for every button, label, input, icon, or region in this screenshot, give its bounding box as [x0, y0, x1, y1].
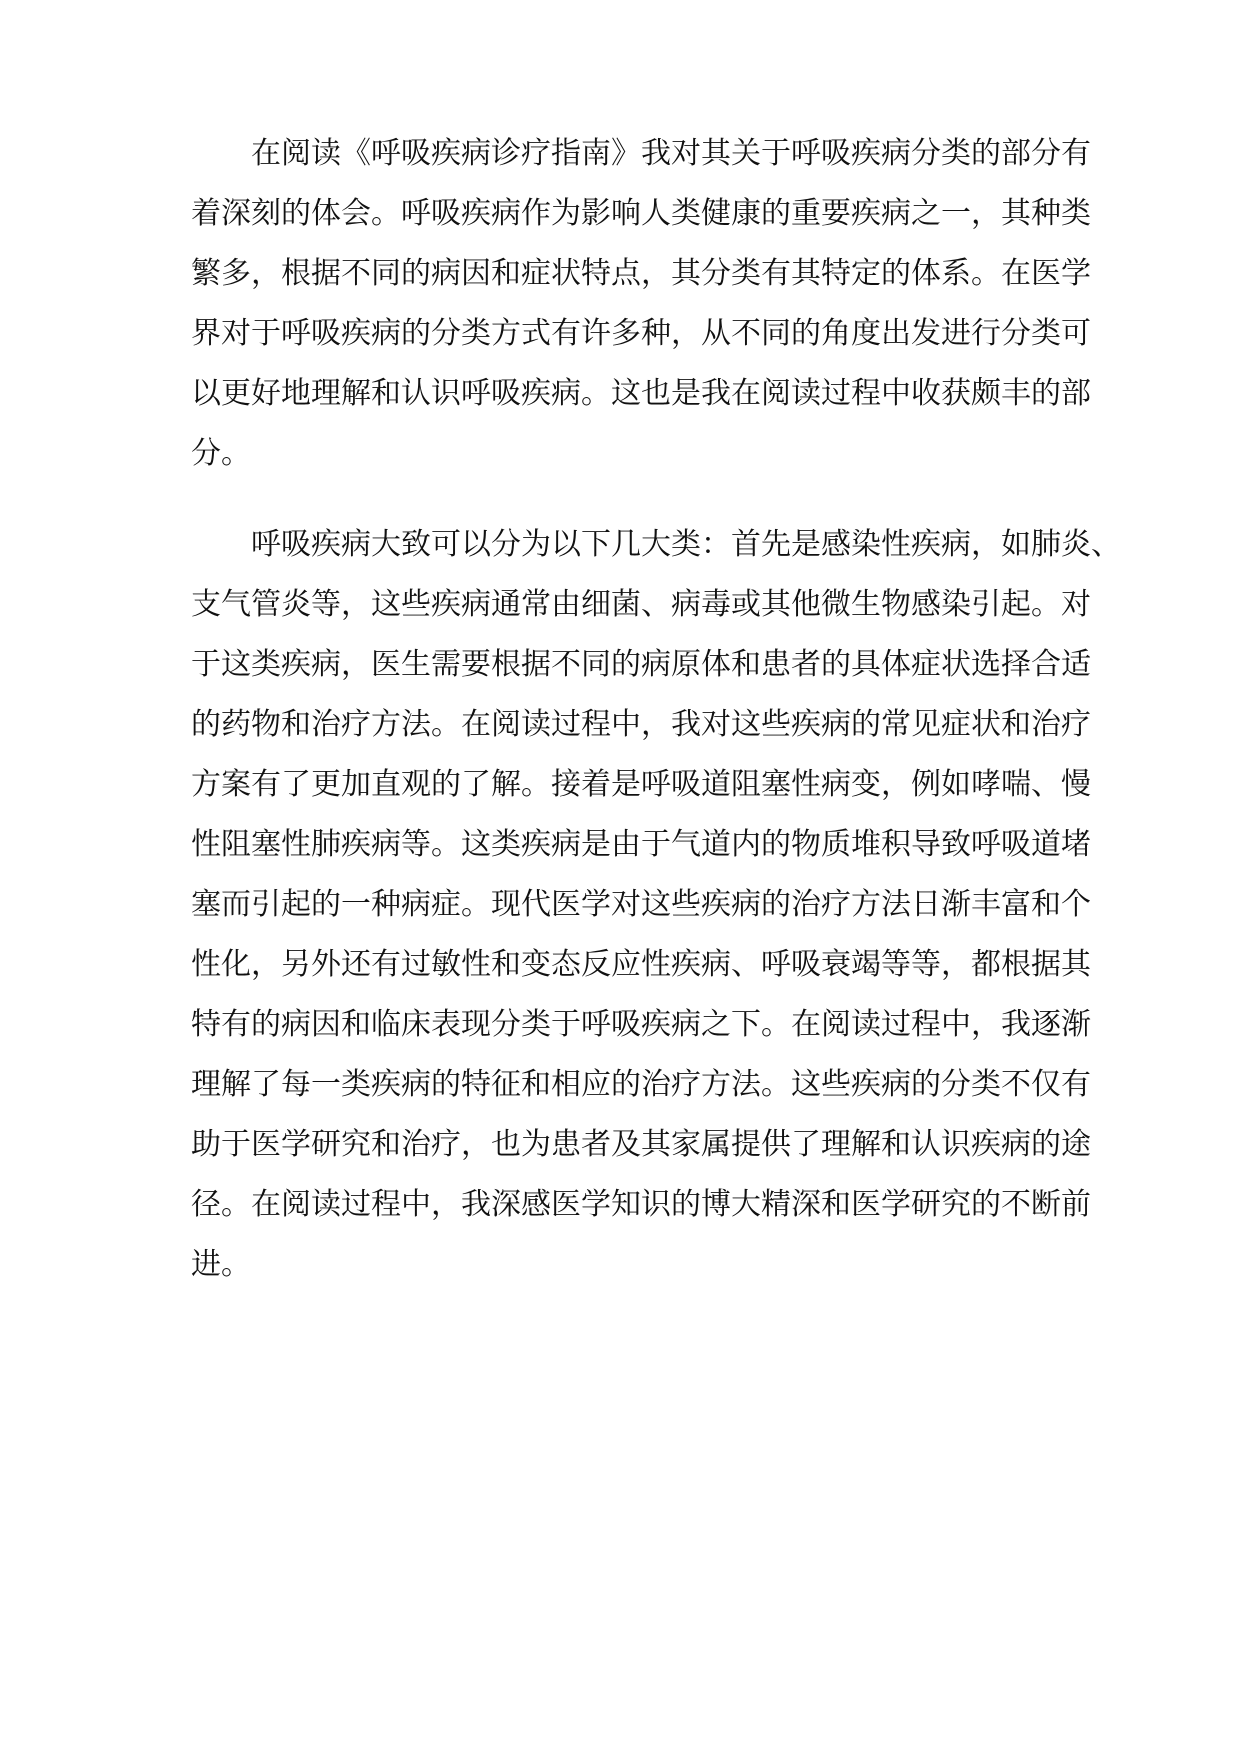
paragraph-line: 呼吸疾病大致可以分为以下几大类：首先是感染性疾病，如肺炎、	[251, 527, 1121, 562]
paragraph-line: 性化，另外还有过敏性和变态反应性疾病、呼吸衰竭等等，都根据其	[191, 947, 1091, 982]
paragraph-line: 在阅读《呼吸疾病诊疗指南》我对其关于呼吸疾病分类的部分有	[251, 136, 1091, 171]
paragraph-line: 着深刻的体会。呼吸疾病作为影响人类健康的重要疾病之一，其种类	[191, 196, 1091, 231]
paragraph-line: 繁多，根据不同的病因和症状特点，其分类有其特定的体系。在医学	[191, 256, 1091, 291]
paragraph-line: 进。	[191, 1247, 251, 1282]
paragraph-line: 理解了每一类疾病的特征和相应的治疗方法。这些疾病的分类不仅有	[191, 1067, 1091, 1102]
paragraph-line: 的药物和治疗方法。在阅读过程中，我对这些疾病的常见症状和治疗	[191, 707, 1091, 742]
paragraph-line: 方案有了更加直观的了解。接着是呼吸道阻塞性病变，例如哮喘、慢	[191, 767, 1091, 802]
paragraph-line: 以更好地理解和认识呼吸疾病。这也是我在阅读过程中收获颇丰的部	[191, 376, 1091, 411]
paragraph-line: 助于医学研究和治疗，也为患者及其家属提供了理解和认识疾病的途	[191, 1127, 1091, 1162]
paragraph-line: 性阻塞性肺疾病等。这类疾病是由于气道内的物质堆积导致呼吸道堵	[191, 827, 1091, 862]
paragraph-line: 分。	[191, 436, 251, 471]
paragraph-line: 特有的病因和临床表现分类于呼吸疾病之下。在阅读过程中，我逐渐	[191, 1007, 1091, 1042]
paragraph-line: 塞而引起的一种病症。现代医学对这些疾病的治疗方法日渐丰富和个	[191, 887, 1091, 922]
paragraph-line: 支气管炎等，这些疾病通常由细菌、病毒或其他微生物感染引起。对	[191, 587, 1091, 622]
paragraph-line: 界对于呼吸疾病的分类方式有许多种，从不同的角度出发进行分类可	[191, 316, 1091, 351]
paragraph-line: 于这类疾病，医生需要根据不同的病原体和患者的具体症状选择合适	[191, 647, 1091, 682]
paragraph-line: 径。在阅读过程中，我深感医学知识的博大精深和医学研究的不断前	[191, 1187, 1091, 1222]
